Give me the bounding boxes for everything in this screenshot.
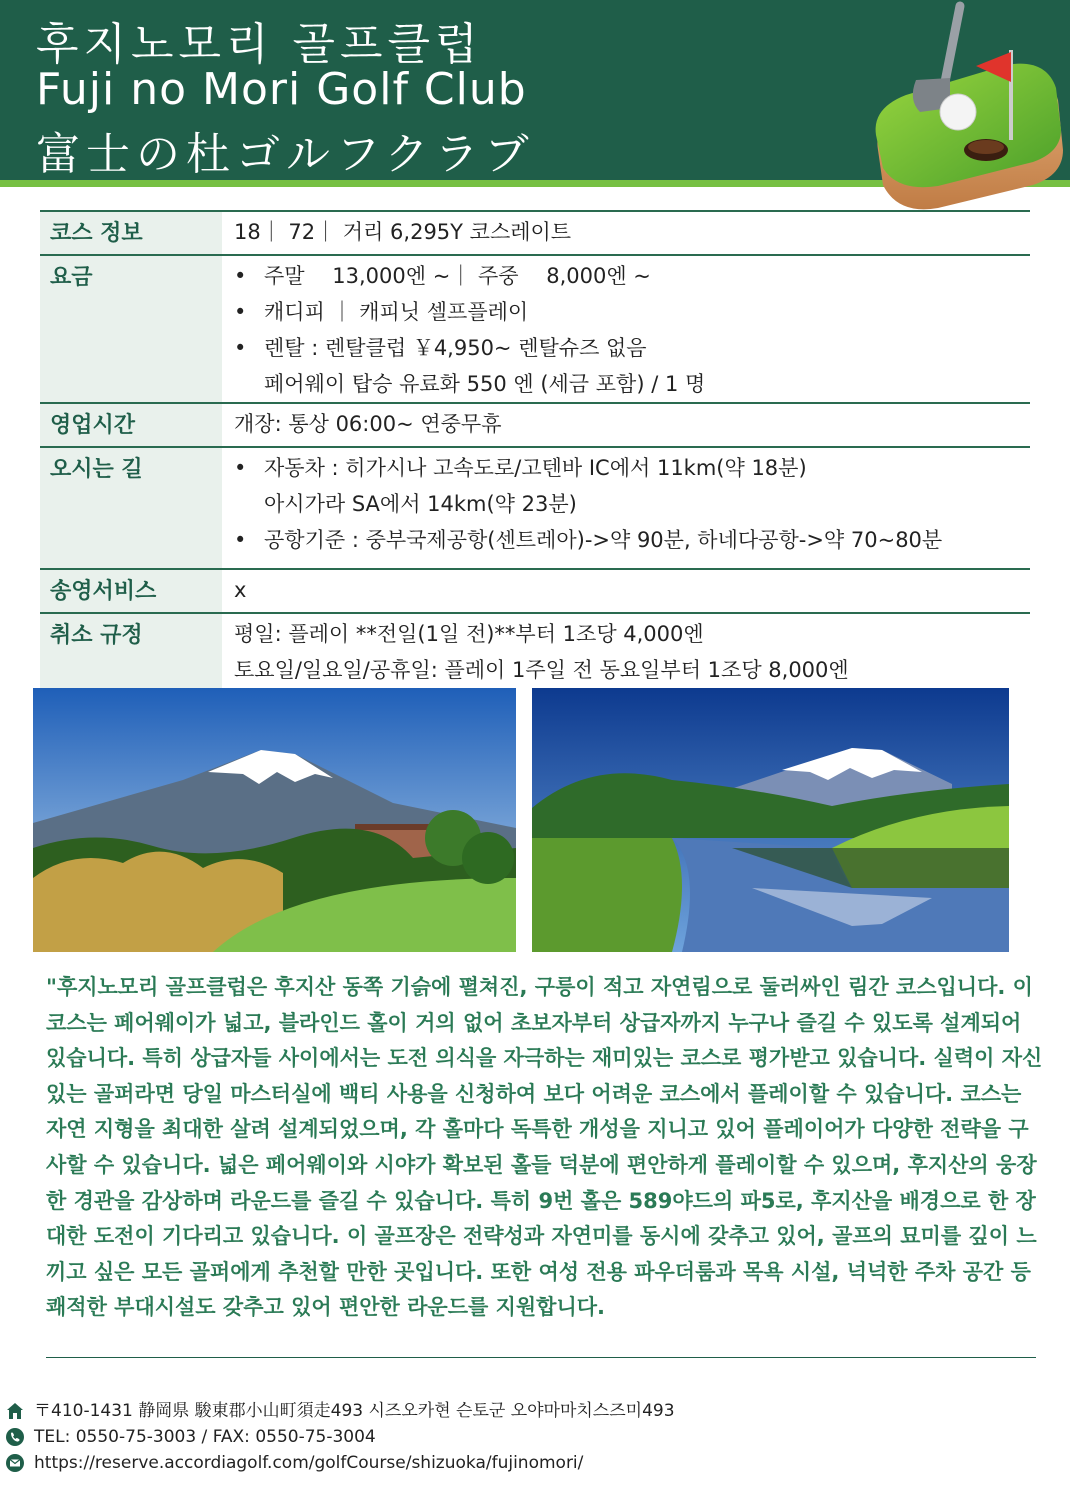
course-photo-clubhouse [33,688,516,952]
mail-icon [6,1454,24,1472]
course-info-table [40,210,1030,692]
row-shuttle [40,568,1030,612]
label-course-info: 코스 정보 [40,212,222,254]
title-korean: 후지노모리 골프클럽 [36,19,483,70]
title-japanese: 富士の杜ゴルフクラブ [36,129,535,180]
home-icon [6,1402,24,1420]
cancel-weekday: 평일: 플레이 **전일(1일 전)**부터 1조당 4,000엔 [234,622,704,646]
row-hours [40,402,1030,446]
course-description: "후지노모리 골프클럽은 후지산 동쪽 기슭에 펼쳐진, 구릉이 적고 자연림으로 둘러싸인 림간 코스입니다. 이 코스는 페어웨이가 넓고, 블라인드 홀이 거의 없어 초보자부터 상급자까지 누구나 즐길 수 있도록 설계되어 있습니다. 특히 상급자들 사이에서는 도전 의식을 자극하는 재미있는 코스로 평가받고 있습니다. 실력이 자신 있는 골퍼라면 당일 마스터실에 백티 사용을 신청하여 보다 어려운 코스에서 플레이할 수 있습니다. 코스는 자연 지형을 최대한 살려 설계되었으며, 각 홀마다 독특한 개성을 지니고 있어 플레이어가 다양한 전략을 구사할 수 있습니다. 넓은 페어웨이와 시야가 확보된 홀들 덕분에 편안하게 플레이할 수 있으며, 후지산의 웅장한 경관을 감상하며 라운드를 즐길 수 있습니다. 특히 9번 홀은 589야드의 파5로, 후지산을 배경으로 한 장대한 도전이 기다리고 있습니다. 이 골프장은 전략성과 자연미를 동시에 갖추고 있어, 골프의 묘미를 깊이 느끼고 싶은 모든 골퍼에게 추천할 만한 곳입니다. 또한 여성 전용 파우더룸과 목욕 시설, 넉넉한 주차 공간 등 쾌적한 부대시설도 갖추고 있어 편안한 라운드를 지원합니다. [46,975,1043,1320]
directions-item: • 자동차 : 히가시나 고속도로/고텐바 IC에서 11km(약 18분) 아시가라 SA에서 14km(약 23분) [234,450,1030,522]
value-shuttle: x [234,578,247,602]
course-photo-lake [532,688,1009,952]
label-fee: 요금 [40,256,222,402]
row-directions [40,446,1030,568]
label-cancel-policy: 취소 규정 [40,614,222,692]
title-english: Fuji no Mori Golf Club [36,64,527,115]
phone-icon [6,1428,24,1446]
row-course-info [40,210,1030,254]
directions-item: • 공항기준 : 중부국제공항(센트레아)->약 90분, 하네다공항->약 70~80분 [234,522,1030,558]
row-cancel-policy [40,612,1030,692]
footer-phone [6,1424,1006,1450]
fee-list [234,258,1030,402]
directions-list [234,450,1030,558]
label-hours: 영업시간 [40,404,222,446]
divider [46,1357,1036,1358]
fee-item: • 캐디피 ｜ 캐피닛 셀프플레이 [234,294,1030,330]
golf-course-icon [858,0,1070,216]
phone-text: TEL: 0550-75-3003 / FAX: 0550-75-3004 [34,1427,376,1447]
directions-item-continuation: 아시가라 SA에서 14km(약 23분) [264,492,577,516]
cancel-weekend: 토요일/일요일/공휴일: 플레이 1주일 전 동요일부터 1조당 8,000엔 [234,658,849,682]
fee-item: • 주말 13,000엔 ~｜ 주중 8,000엔 ~ [234,258,1030,294]
value-course-info: 18｜ 72｜ 거리 6,295Y 코스레이트 [234,220,572,244]
address-text: 〒410-1431 静岡県 駿東郡小山町須走493 시즈오카현 슨토군 오야마마치스즈미493 [34,1401,675,1421]
fee-item-continuation: 페어웨이 탑승 유료화 550 엔 (세금 포함) / 1 명 [264,372,706,396]
footer-address [6,1398,1006,1424]
label-shuttle: 송영서비스 [40,570,222,612]
footer-url[interactable] [6,1450,1006,1476]
fee-item: • 렌탈 : 렌탈클럽 ￥4,950~ 렌탈슈즈 없음 페어웨이 탑승 유료화 550 엔 (세금 포함) / 1 명 [234,330,1030,402]
footer [6,1398,1006,1476]
value-hours: 개장: 통상 06:00~ 연중무휴 [234,412,502,436]
label-directions: 오시는 길 [40,448,222,568]
website-link[interactable]: https://reserve.accordiagolf.com/golfCourse/shizuoka/fujinomori/ [34,1453,584,1473]
row-fee [40,254,1030,402]
